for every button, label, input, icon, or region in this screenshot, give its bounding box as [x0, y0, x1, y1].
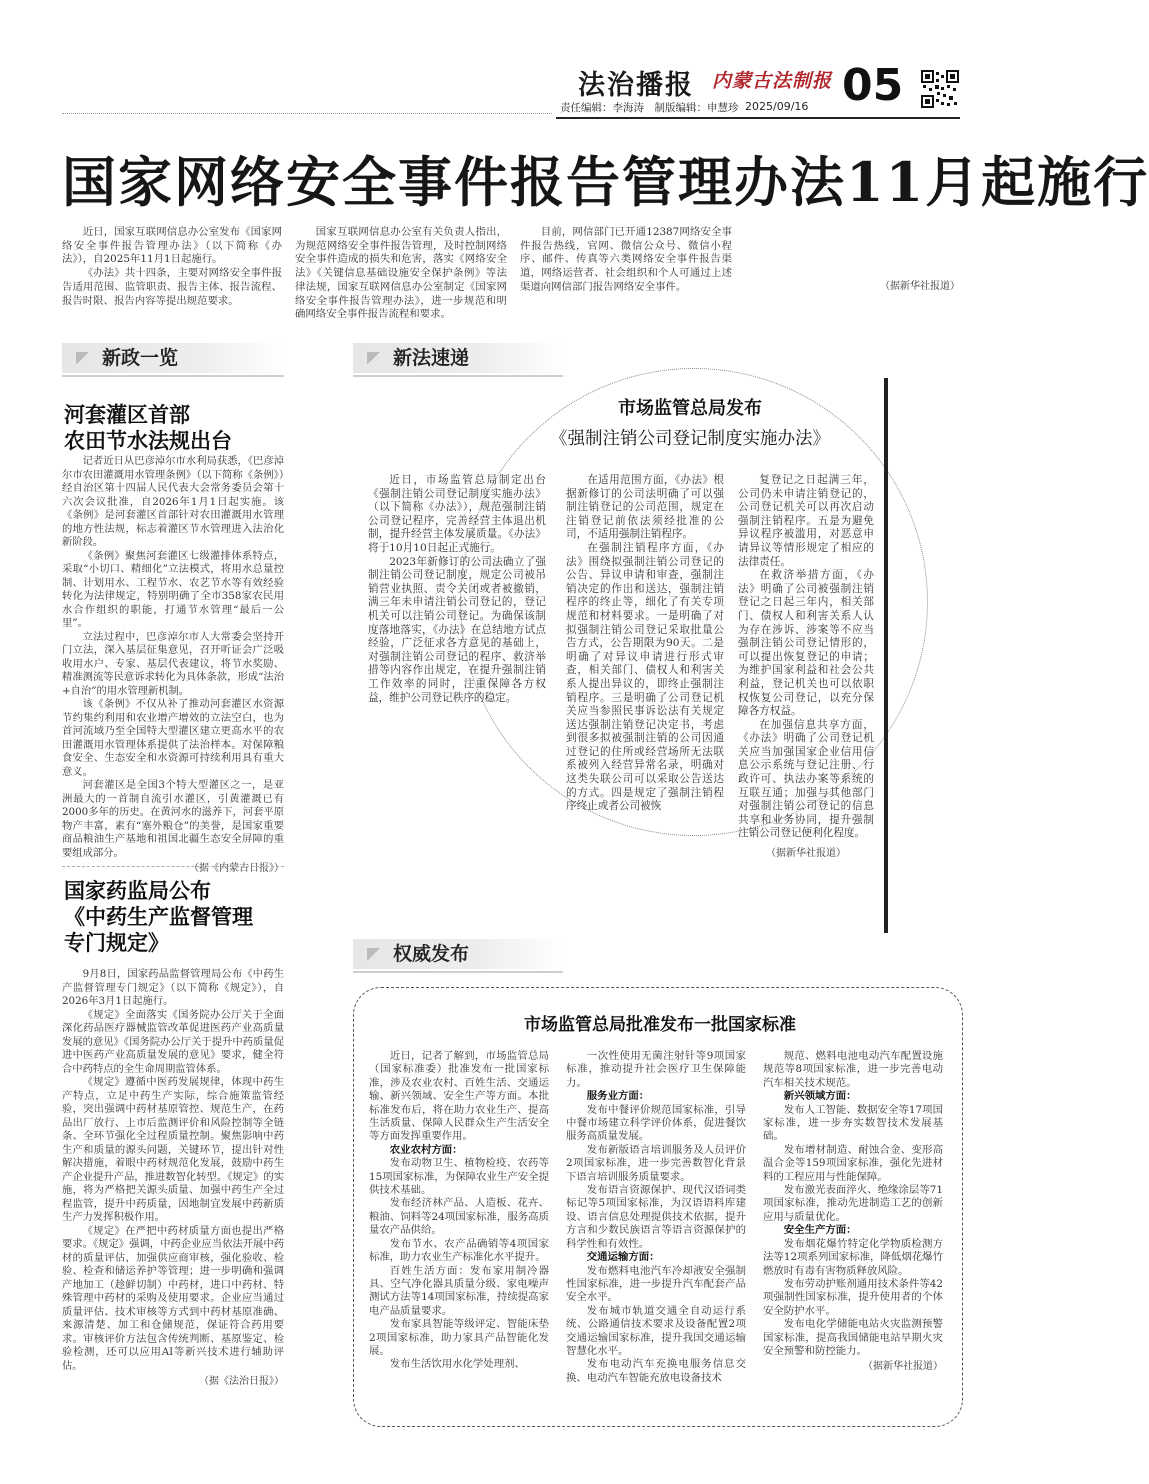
paragraph: 复登记之日起满三年，公司仍未申请注销登记的，公司登记机关可以再次启动强制注销程序。五是为避免异议程序被滥用，对恶意申请异议等情形规定了相应的法律责任。 — [738, 474, 874, 568]
paragraph: 发布家具智能等级评定、智能床垫2项国家标准，助力家具产品智能化发展。 — [369, 1318, 549, 1357]
banner-label: 权威发布 — [393, 943, 470, 965]
article-standards-col3 — [763, 1050, 943, 1374]
paragraph: 发布激光表面淬火、绝缘涂层等71项国家标准，推动先进制造工艺的创新应用与质量优化。 — [763, 1184, 943, 1223]
paragraph: 河套灌区是全国3个特大型灌区之一，是亚洲最大的一首制自流引水灌区，引黄灌溉已有2000多年的历史。在黄河水的滋养下，河套平原物产丰富，素有“塞外粮仓”的美誉，是国家重要商品粮油生产基地和祖国北疆生态安全屏障的重要组成部分。 — [62, 779, 284, 859]
title-line: 河套灌区首部 — [64, 402, 190, 427]
paragraph: 发布电化学储能电站火灾监测预警国家标准，提高我国储能电站早期火灾安全预警和防控能力。 — [763, 1318, 943, 1357]
subheading: 新兴领域方面： — [783, 1090, 857, 1103]
banner-decoration — [367, 948, 381, 960]
paragraph: 发布人工智能、数据安全等17项国家标准，进一步夯实数智技术发展基础。 — [763, 1103, 943, 1143]
paragraph: 9月8日，国家药品监督管理局公布《中药生产监督管理专门规定》（以下简称《规定》），自2026年3月1日起施行。 — [62, 968, 284, 1007]
paragraph: 《规定》遵循中医药发展规律，体现中药生产特点，立足中药生产实际，综合施策监管经验，突出强调中药材基原管控、规范生产，在药品出厂放行、上市后监测评价和风险控制等全链条、全环节强化全过程质量控制。聚焦影响中药生产和质量的源头问题，关键环节，提出针对性解决措施，着眼中药材规范化发展，鼓励中药生产企业提升产品，推进数智化转型。《规定》的实施，将为严格把关源头质量、加强中药生产全过程监管，提升中药质量，因地制宜发展中药新质生产力发挥积极作用。 — [62, 1076, 284, 1223]
article-title-drug — [64, 878, 286, 956]
title-line: 《中药生产监督管理 — [64, 904, 253, 929]
header-rule — [556, 117, 960, 119]
editors-line: 责任编辑：李海涛 制版编辑：申慧珍 — [560, 102, 739, 114]
source-note: （据《内蒙古日报》） — [189, 863, 284, 874]
paragraph: 发布电动汽车充换电服务信息交换、电动汽车智能充放电设备技术 — [566, 1358, 746, 1384]
paragraph: 该《条例》不仅从补了推动河套灌区水资源节约集约利用和农业增产增效的立法空白，也为首河流域乃至全国特大型灌区建立更高水平的农田灌溉用水管理体系提供了法治样本。对保障粮食安全、生态安全和水资源可持续利用具有重大意义。 — [62, 698, 284, 778]
qr-code-icon — [921, 70, 959, 108]
paragraph: 发布劳动护账剂通用技术条件等42项强制性国家标准，提升使用者的个体安全防护水平。 — [763, 1277, 943, 1317]
vertical-rule — [884, 378, 888, 933]
paragraph: 发布经济林产品、人造板、花卉、粮油、饲料等24项国家标准，服务高质量农产品供给。 — [369, 1197, 549, 1237]
paragraph: 记者近日从巴彦淖尔市水利局获悉，《巴彦淖尔市农田灌溉用水管理条例》（以下简称《条例》）经自治区第十四届人民代表大会常务委员会第十六次会议批准，自2026年1月1日起实施。该《条例》是河套灌区首部针对农田灌溉用水管理的地方性法规，标志着灌区节水管理进入法治化新阶段。 — [62, 455, 284, 548]
header-divider — [62, 113, 552, 114]
paragraph: 发布中餐评价规范国家标准，引导中餐市场建立科学评价体系，促进餐饮服务高质量发展。 — [566, 1103, 746, 1143]
article-title-company — [500, 394, 880, 454]
paragraph: 发布烟花爆竹特定化学物质检测方法等12项系列国家标准，降低烟花爆竹燃放时有毒有害物质释放风险。 — [763, 1237, 943, 1277]
source-note: （据新华社报道） — [766, 848, 846, 860]
column-name: 法治播报 — [578, 70, 694, 101]
paragraph: 近日，市场监管总局制定出台《强制注销公司登记制度实施办法》（以下简称《办法》），规范强制注销公司登记程序，完善经营主体退出机制，提升经营主体发展质量。《办法》将于10月10日起正式施行。 — [368, 474, 546, 554]
subheading: 农业农村方面： — [389, 1143, 463, 1156]
paragraph: 百姓生活方面：发布家用制冷器具、空气净化器具质量分级、家电噪声测试方法等14项国家标准，持续提高家电产品质量要求。 — [369, 1264, 549, 1317]
title-line: 《强制注销公司登记制度实施办法》 — [550, 429, 830, 449]
article-standards-col1 — [369, 1050, 549, 1372]
banner-label: 新政一览 — [102, 347, 179, 369]
top-article-col1 — [62, 226, 282, 308]
article-title-water — [64, 402, 286, 454]
subheading: 交通运输方面： — [586, 1251, 660, 1264]
paragraph: 《条例》聚焦河套灌区七级灌排体系特点，采取“小切口、精细化”立法模式，将用水总量控制、计划用水、工程节水、农艺节水等有效经验转化为法律规定，特别明确了全市358家农民用水合作组织的职能，打通节水管理“最后一公里”。 — [62, 549, 284, 629]
banner-underline — [353, 971, 563, 973]
section-banner-new-law — [353, 343, 563, 373]
article-standards-col2 — [566, 1050, 746, 1385]
paragraph: 发布动物卫生、植物检疫、农药等15项国家标准，为保障农业生产安全提供技术基础。 — [369, 1157, 549, 1197]
paragraph: 立法过程中，巴彦淖尔市人大常委会坚持开门立法，深入基层征集意见，召开听证会广泛吸收用水户、专家、基层代表建议，将节水奖励、精准测流等民意诉求转化为具体条款，形成“法治+自治”的用水管理新机制。 — [62, 630, 284, 697]
paragraph: 发布新版语言培训服务及人员评价2项国家标准，进一步完善数智化背景下语言培训服务质量要求。 — [566, 1143, 746, 1183]
paragraph: 目前，网信部门已开通12387网络安全事件报告热线，官网、微信公众号、微信小程序、邮件、传真等六类网络安全事件报告渠道，网络运营者、社会组织和个人可通过上述渠道向网信部门报告网络安全事件。 — [520, 226, 732, 293]
article-company-col1 — [368, 474, 546, 705]
paragraph: 近日，记者了解到，市场监管总局（国家标准委）批准发布一批国家标准，涉及农业农村、百姓生活、交通运输、新兴领域、安全生产等方面。本批标准发布后，将在助力农业生产、提高生活质量、保障人民群众生产生活安全等方面发挥重要作用。 — [369, 1050, 549, 1143]
article-body-drug — [62, 968, 284, 1389]
paragraph: 发布生活饮用水化学处理剂、 — [389, 1358, 525, 1371]
paragraph: 发布城市轨道交通全自动运行系统、公路通信技术要求及设备配置2项交通运输国家标准，提升我国交通运输智慧化水平。 — [566, 1304, 746, 1357]
paragraph: 一次性使用无菌注射针等9项国家标准，推动提升社会医疗卫生保障能力。 — [566, 1050, 746, 1089]
paper-logo: 内蒙古法制报 — [712, 70, 833, 92]
paragraph: 在适用范围方面，《办法》根据新修订的公司法明确了可以强制注销登记的公司范围，规定在注销登记前依法须经批准的公司，不适用强制注销程序。 — [566, 474, 724, 541]
section-banner-authority — [353, 939, 563, 969]
article-title-standards: 市场监管总局批准发布一批国家标准 — [524, 1015, 796, 1035]
title-line: 市场监管总局发布 — [618, 398, 762, 419]
page-headline: 国家网络安全事件报告管理办法11月起施行 — [62, 150, 1149, 214]
paragraph: 《办法》共十四条，主要对网络安全事件报告适用范围、监管职责、报告主体、报告流程、报告时限、报告内容等提出规范要求。 — [62, 267, 282, 307]
paragraph: 规范、燃料电池电动汽车配置设施规范等8项国家标准，进一步完善电动汽车相关技术规范。 — [763, 1050, 943, 1089]
paragraph: 发布燃料电池汽车冷却液安全强制性国家标准，进一步提升汽车配套产品安全水平。 — [566, 1264, 746, 1304]
title-line: 国家药监局公布 — [64, 878, 211, 903]
top-article-col2 — [295, 226, 507, 322]
subheading: 服务业方面： — [586, 1090, 650, 1103]
top-article-col3 — [520, 226, 732, 295]
source-note: （据《法治日报》） — [199, 1376, 284, 1387]
top-article-col4 — [746, 226, 960, 294]
paragraph: 发布增材制造、耐蚀合金、变形高温合金等159项国家标准，强化先进材料的工程应用与性能保障。 — [763, 1143, 943, 1183]
paragraph: 《规定》在严把中药材质量方面也提出严格要求。《规定》强调，中药企业应当依法开展中药材的质量评估，加强供应商审核，强化验收、检验、检查和储运养护等管理；进一步明确和强调产地加工（趁鲜切制）中药材，进口中药材、特殊管理中药材的采购及使用要求。企业应当通过质量评估、技术审核等方式到中药材基原准确、来源清楚、加工和仓储规范，保证符合药用要求。审核评价方法包含传统判断、基原鉴定、检验检测，还可以应用AI等新兴技术进行辅助评估。 — [62, 1224, 284, 1372]
paragraph: 发布语言资源保护、现代汉语词类标记等5项国家标准，为汉语语料库建设、语言信息处理提供技术依据，提升方言和少数民族语言等语言资源保护的科学性和有效性。 — [566, 1184, 746, 1250]
subheading: 安全生产方面： — [783, 1224, 857, 1237]
page-number: 05 — [842, 60, 904, 111]
article-company-col2 — [566, 474, 724, 814]
paragraph: 发布节水、农产品确销等4项国家标准，助力农业生产标准化水平提升。 — [369, 1237, 549, 1264]
paragraph: 2023年新修订的公司法确立了强制注销公司登记制度，规定公司被吊销营业执照、责令关闭或者被撤销，满三年未申请注销公司登记的，登记机关可以注销公司登记。为确保该制度落地落实，《办法》在总结地方试点经验，广泛征求各方意见的基础上，对强制注销公司登记的程序、救济举措等内容作出规定，在提升强制注销工作效率的同时，注重保障各方权益，维护公司登记秩序的稳定。 — [368, 555, 546, 704]
title-line: 专门规定》 — [64, 930, 169, 955]
banner-label: 新法速递 — [393, 347, 470, 369]
banner-decoration — [76, 352, 90, 364]
source-note: （据新华社报道） — [880, 281, 960, 292]
article-company-col3 — [738, 474, 874, 861]
divider — [62, 866, 284, 867]
title-line: 农田节水法规出台 — [64, 428, 232, 453]
paragraph: 国家互联网信息办公室有关负责人指出，为规范网络安全事件报告管理，及时控制网络安全事件造成的损失和危害，落实《网络安全法》《关键信息基础设施安全保护条例》等法律法规，国家互联网信息办公室制定《国家网络安全事件报告管理办法》，进一步规范和明确网络安全事件报告流程和要求。 — [295, 226, 507, 321]
paragraph: 在加强信息共享方面，《办法》明确了公司登记机关应当加强国家企业信用信息公示系统与登记注册、行政许可、执法办案等系统的互联互通；加强与其他部门对强制注销公司登记的信息共享和业务协同，提升强制注销公司登记便利化程度。 — [738, 718, 874, 840]
paragraph: 近日，国家互联网信息办公室发布《国家网络安全事件报告管理办法》（以下简称《办法》），自2025年11月1日起施行。 — [62, 226, 282, 266]
banner-underline — [353, 375, 563, 377]
source-note: （据新华社报道） — [863, 1361, 943, 1373]
paragraph: 在强制注销程序方面，《办法》围绕拟强制注销公司登记的公告、异议申请和审查，强制注销决定的作出和送达，强制注销程序的终止等，细化了有关专项规范和材料要求。一是明确了对拟强制注销公司登记采取批量公告方式，公告期限为90天。二是明确了对异议申请进行形式审查，相关部门、债权人和利害关系人提出异议的，即终止强制注销程序。三是明确了公司登记机关应当参照民事诉讼法有关规定送达强制注销登记决定书，考虑到很多拟被强制注销的公司因通过登记的住所或经营场所无法联系被列入经营异常名录，明确对这类失联公司可以采取公告送达的方式。四是规定了强制注销程序终止或者公司被恢 — [566, 541, 724, 813]
article-body-water — [62, 455, 284, 876]
banner-underline — [62, 375, 284, 377]
paragraph: 《规定》全面落实《国务院办公厅关于全面深化药品医疗器械监管改革促进医药产业高质量发展的意见》《国务院办公厅关于提升中药质量促进中医药产业高质量发展的意见》要求，健全符合中药特点的全生命周期监管体系。 — [62, 1008, 284, 1075]
paragraph: 在救济举措方面，《办法》明确了公司被强制注销登记之日起三年内，相关部门、债权人和利害关系人认为存在涉诉、涉案等不应当强制注销公司登记情形的，可以提出恢复登记的申请；为维护国家利益和社会公共利益，登记机关也可以依职权恢复公司登记，以充分保障各方权益。 — [738, 569, 874, 718]
issue-date: 2025/09/16 — [745, 100, 809, 113]
banner-decoration — [367, 352, 381, 364]
section-banner-new-policy — [62, 343, 284, 373]
